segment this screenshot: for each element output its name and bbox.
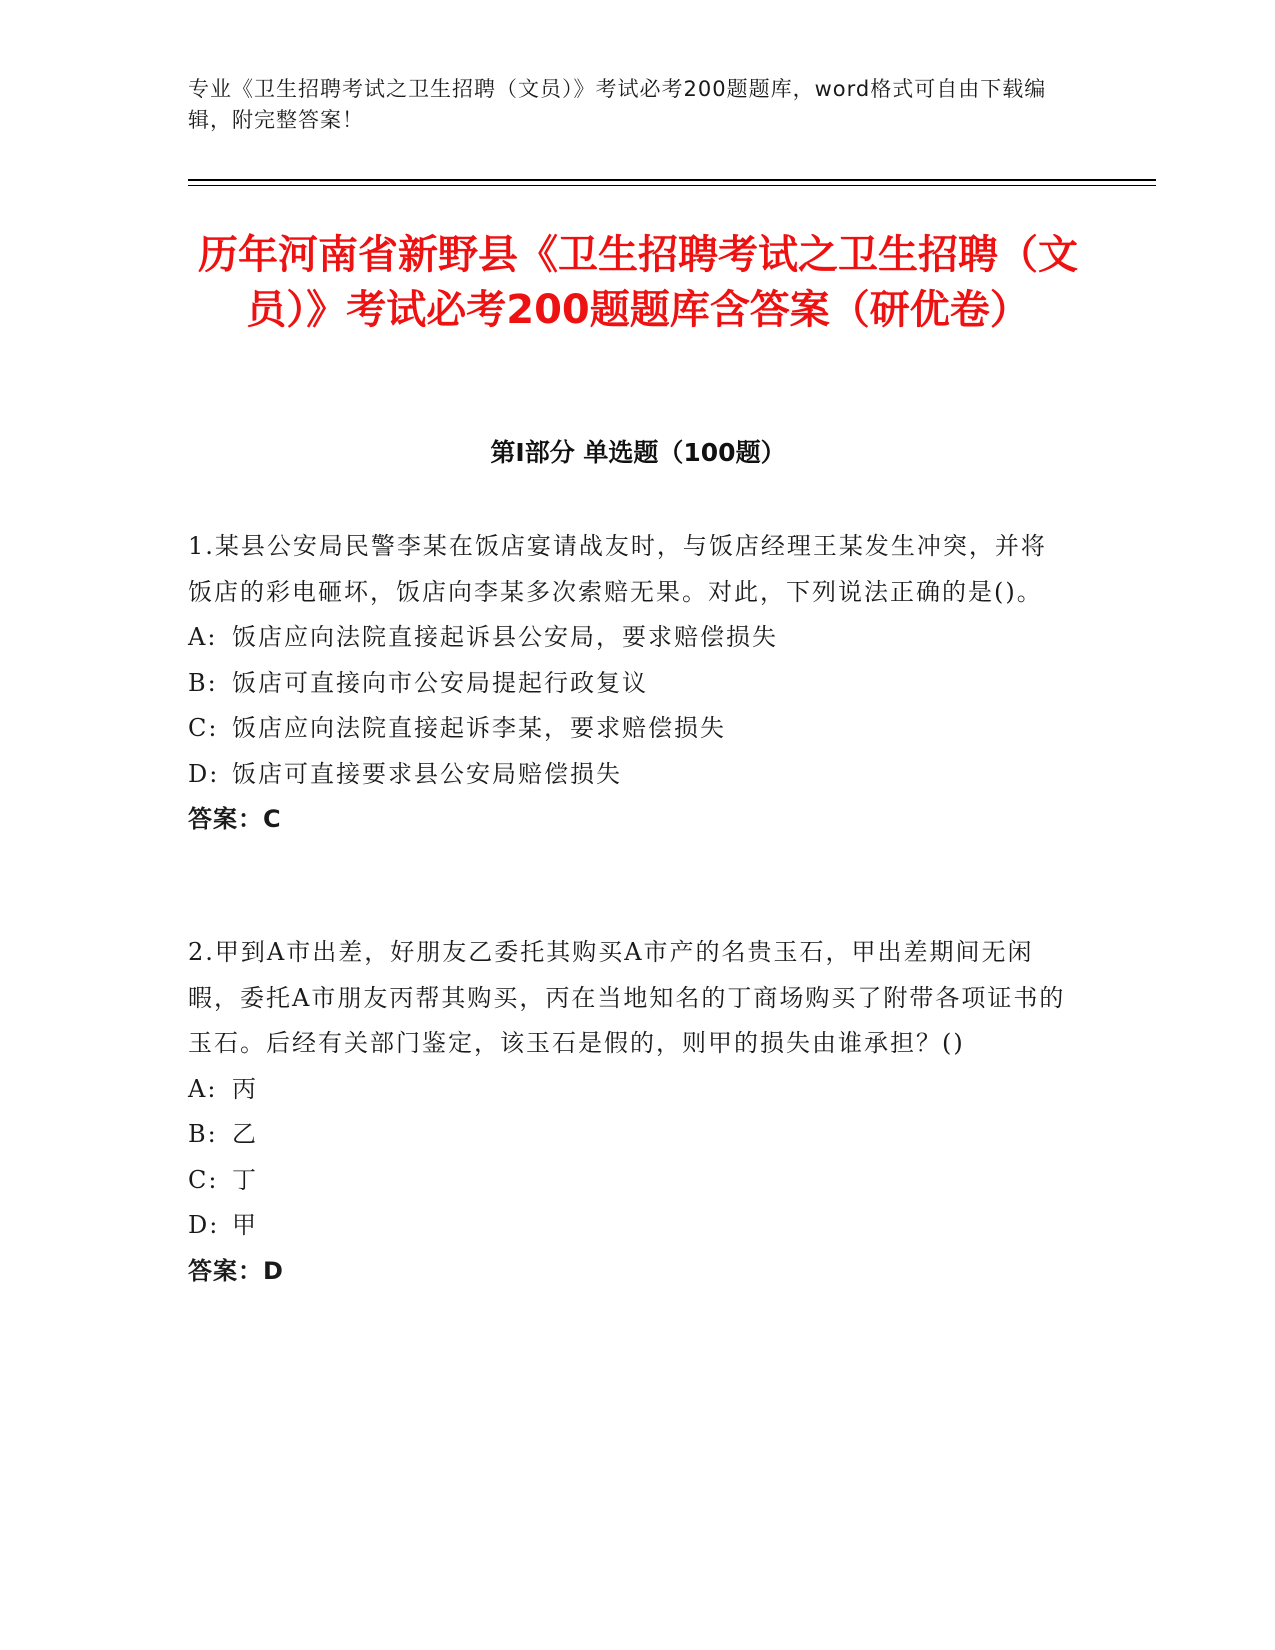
option-letter: A: [188, 1074, 218, 1103]
section-heading: 第Ⅰ部分 单选题（100题） [490, 438, 786, 467]
option-text: 丁 [232, 1165, 258, 1194]
option-letter: D: [188, 1211, 220, 1239]
option-a [188, 1067, 1068, 1113]
question-1 [188, 524, 1068, 843]
answer-line: 答案：C [188, 805, 282, 833]
question-2 [188, 930, 1068, 1294]
option-text: 饭店应向法院直接起诉县公安局，要求赔偿损失 [232, 623, 778, 651]
option-b [188, 1112, 1068, 1158]
option-letter: B: [188, 1120, 218, 1148]
option-text: 饭店可直接要求县公安局赔偿损失 [232, 759, 622, 788]
option-letter: D: [188, 759, 220, 788]
option-c [188, 1158, 1068, 1204]
option-b [188, 661, 1068, 707]
header-rule-thick [188, 179, 1156, 181]
header-rule-thin [188, 185, 1156, 186]
answer-line: 答案：D [188, 1256, 284, 1285]
option-letter: C: [188, 1165, 219, 1194]
question-stem: 1.某县公安局民警李某在饭店宴请战友时，与饭店经理王某发生冲突，并将饭店的彩电砸坏，饭店向李某多次索赔无果。对此，下列说法正确的是()。 [188, 532, 1047, 606]
question-stem: 2.甲到A市出差，好朋友乙委托其购买A市产的名贵玉石，甲出差期间无闲暇，委托A市朋友丙帮其购买，丙在当地知名的丁商场购买了附带各项证书的玉石。后经有关部门鉴定，该玉石是假的，则甲的损失由谁承担？() [188, 938, 1066, 1057]
option-d [188, 752, 1068, 798]
option-c [188, 706, 1068, 752]
header-note: 专业《卫生招聘考试之卫生招聘（文员）》考试必考200题题库，word格式可自由下载编辑，附完整答案！ [188, 77, 1047, 132]
option-d [188, 1203, 1068, 1249]
option-text: 饭店应向法院直接起诉李某，要求赔偿损失 [232, 714, 726, 742]
option-letter: C: [188, 714, 219, 742]
option-a [188, 615, 1068, 661]
option-text: 乙 [232, 1120, 258, 1148]
option-text: 丙 [232, 1074, 258, 1103]
option-letter: A: [188, 623, 218, 651]
option-text: 甲 [232, 1211, 258, 1239]
option-letter: B: [188, 668, 218, 697]
option-text: 饭店可直接向市公安局提起行政复议 [232, 668, 648, 697]
document-title: 历年河南省新野县《卫生招聘考试之卫生招聘（文员）》考试必考200题题库含答案（研优卷） [198, 232, 1078, 333]
